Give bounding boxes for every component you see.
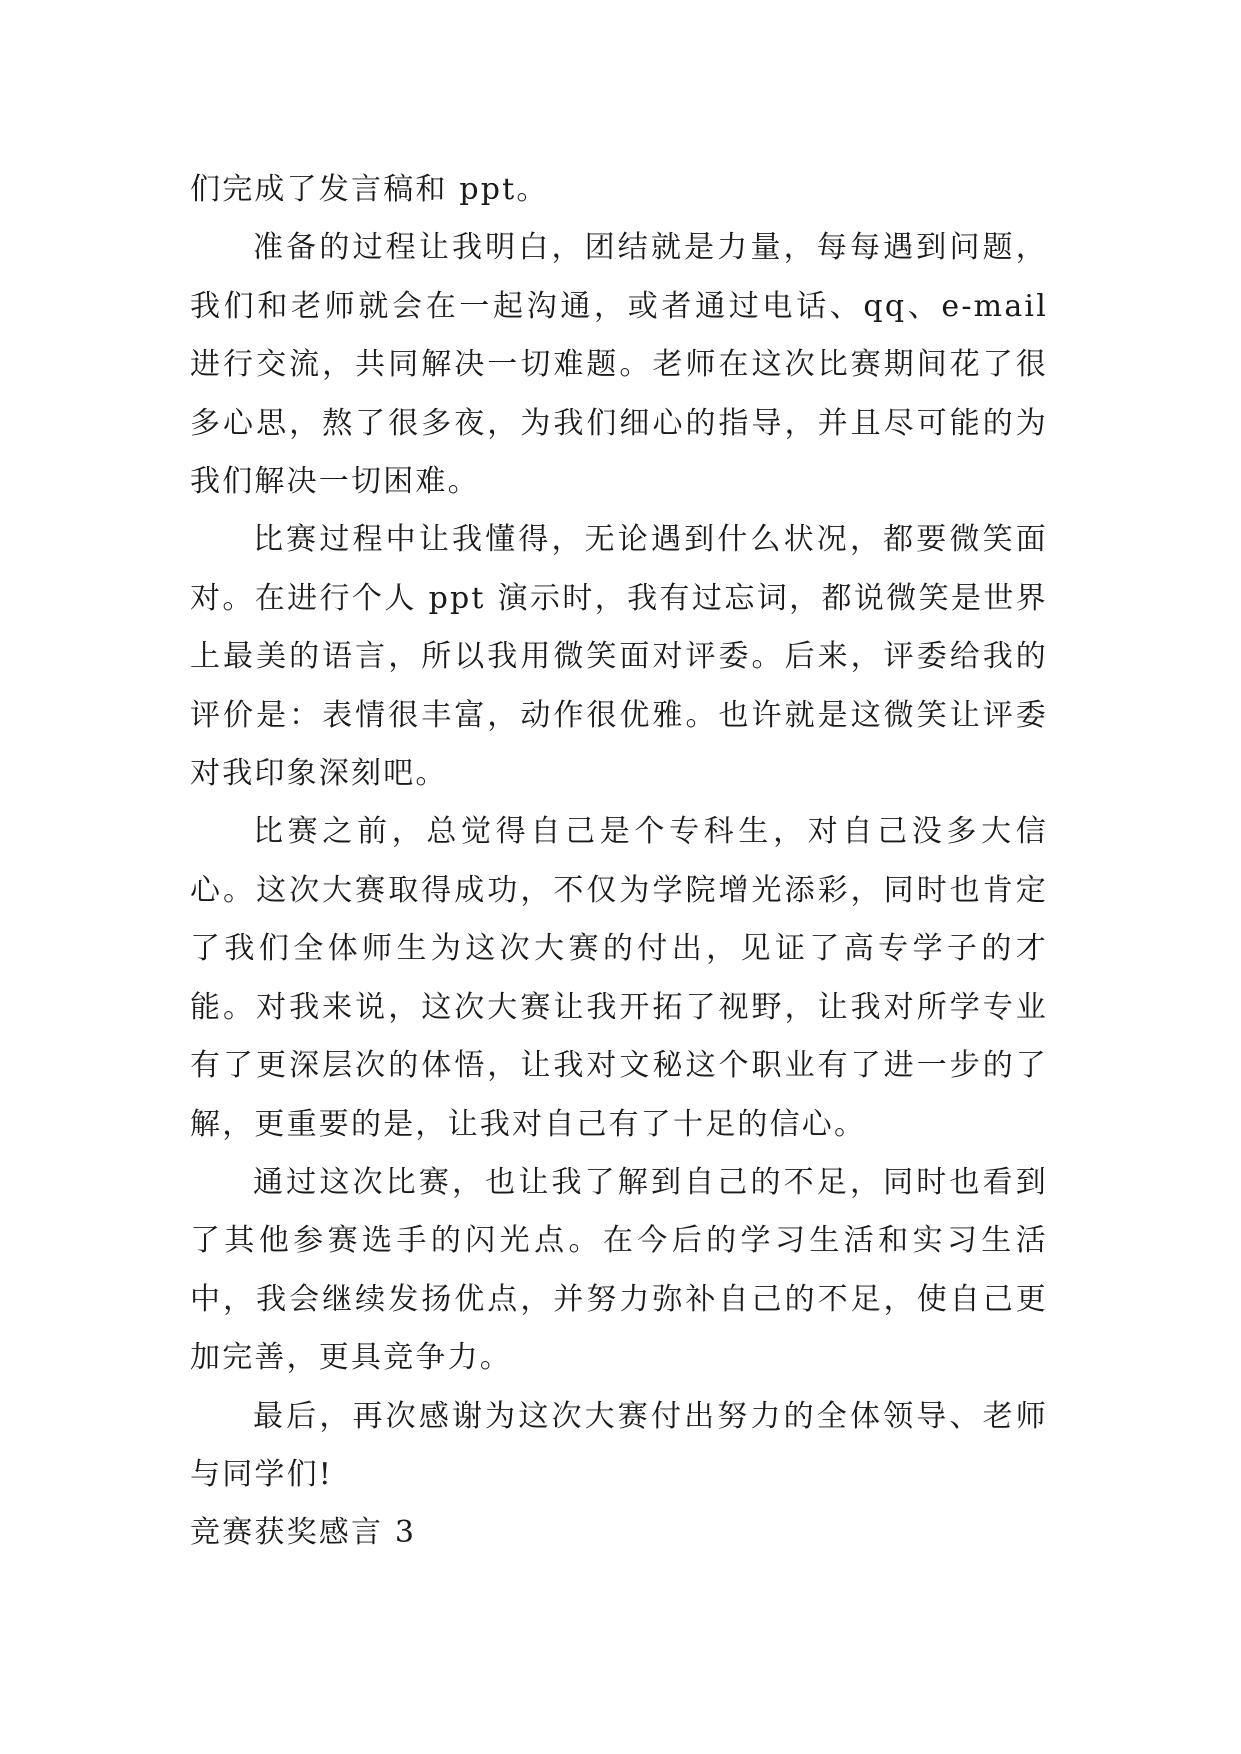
paragraph-2: 准备的过程让我明白，团结就是力量，每每遇到问题，我们和老师就会在一起沟通，或者通过电话、qq、e-mail 进行交流，共同解决一切难题。老师在这次比赛期间花了很多心思，熬了很多夜，为我们细心的指导，并且尽可能的为我们解决一切困难。 bbox=[190, 230, 1048, 500]
section-heading: 竞赛获奖感言 3 bbox=[190, 1515, 417, 1551]
document-body bbox=[190, 161, 1048, 1563]
paragraph-6: 最后，再次感谢为这次大赛付出努力的全体领导、老师与同学们! bbox=[190, 1398, 1048, 1492]
paragraph-3: 比赛过程中让我懂得，无论遇到什么状况，都要微笑面对。在进行个人 ppt 演示时，我有过忘词，都说微笑是世界上最美的语言，所以我用微笑面对评委。后来，评委给我的评价是：表情很丰富，动作很优雅。也许就是这微笑让评委对我印象深刻吧。 bbox=[190, 522, 1048, 792]
paragraph-1: 们完成了发言稿和 ppt。 bbox=[190, 172, 549, 207]
paragraph-4: 比赛之前，总觉得自己是个专科生，对自己没多大信心。这次大赛取得成功，不仅为学院增光添彩，同时也肯定了我们全体师生为这次大赛的付出，见证了高专学子的才能。对我来说，这次大赛让我开拓了视野，让我对所学专业有了更深层次的体悟，让我对文秘这个职业有了进一步的了解，更重要的是，让我对自己有了十足的信心。 bbox=[190, 814, 1048, 1142]
paragraph-5: 通过这次比赛，也让我了解到自己的不足，同时也看到了其他参赛选手的闪光点。在今后的学习生活和实习生活中，我会继续发扬优点，并努力弥补自己的不足，使自己更加完善，更具竞争力。 bbox=[190, 1164, 1048, 1376]
